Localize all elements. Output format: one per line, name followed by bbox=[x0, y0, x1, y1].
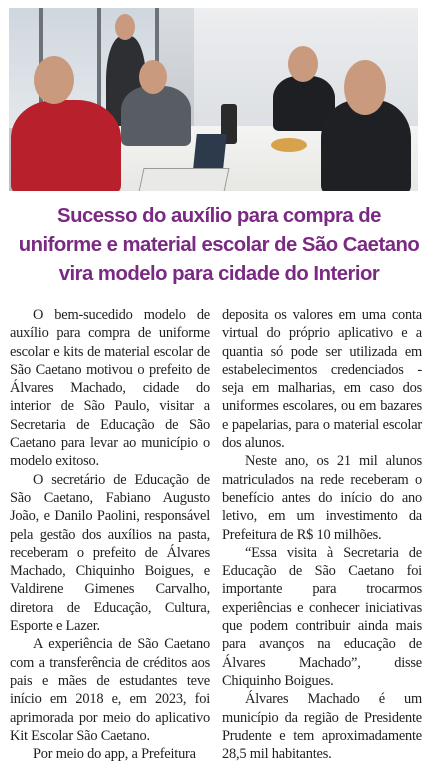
photo-person-gray-suit bbox=[121, 86, 191, 146]
article-paragraph: A experiência de São Caetano com a transferência de créditos aos pais e mães de estudantes teve início em 2018 e, em 2023, foi aprimorada por meio do aplicativo Kit Escolar São Caetano. bbox=[10, 636, 210, 744]
photo-head bbox=[344, 60, 386, 115]
photo-head bbox=[115, 14, 135, 40]
article-paragraph: Neste ano, os 21 mil alunos matriculados na rede receberam o benefício antes do início do ano letivo, em um investimento da Prefeitura de R$ 10 milhões. bbox=[222, 453, 422, 543]
photo-head bbox=[34, 56, 74, 104]
article-headline bbox=[0, 202, 438, 289]
article-paragraph: O secretário de Educação de São Caetano, Fabiano Augusto João, e Danilo Paolini, responsável pela gestão dos auxílios na pasta, receberam o prefeito de Álvares Machado, Chiquinho Boigues, e Valdirene Gimenes Carvalho, diretora de Educação, Cultura, Esporte e Lazer. bbox=[10, 471, 210, 635]
photo-head bbox=[139, 60, 167, 94]
photo-table-sign bbox=[193, 134, 227, 168]
article-paragraph: “Essa visita à Secretaria de Educação de São Caetano foi importante para trocarmos experiências e conhecer iniciativas que podem contribuir ainda mais para avanços na educação de Álvares Machado”, disse Chiquinho Boigues. bbox=[222, 544, 422, 689]
article-paragraph-continuation: deposita os valores em uma conta virtual do próprio aplicativo e a quantia só pode ser utilizada em estabelecimentos credenciados - seja em malharias, em caso dos uniformes escolares, ou em bazares e papelarias, para o material escolar dos alunos. bbox=[222, 307, 422, 452]
article-paragraph: Álvares Machado é um município da região de Presidente Prudente e tem aproximadamente 28,5 mil habitantes. bbox=[222, 691, 422, 763]
photo-food-tray bbox=[271, 138, 307, 152]
article-paragraph: Por meio do app, a Prefeitura bbox=[33, 746, 196, 763]
headline-line: Sucesso do auxílio para compra de bbox=[57, 205, 381, 227]
headline-line: vira modelo para cidade do Interior bbox=[58, 263, 380, 285]
headline-line: uniforme e material escolar de São Caetano bbox=[18, 234, 420, 256]
photo-laptop bbox=[138, 168, 229, 191]
meeting-photo bbox=[9, 8, 418, 191]
photo-person-red-sweater bbox=[11, 100, 121, 191]
photo-head bbox=[288, 46, 318, 82]
article-column-right bbox=[222, 306, 422, 763]
article-paragraph: O bem-sucedido modelo de auxílio para compra de uniforme escolar e kits de material escolar de São Caetano motivou o prefeito de Álvares Machado, cidade do interior de São Paulo, visitar a Secretaria de Educação de São Caetano para levar ao município o modelo exitoso. bbox=[10, 307, 210, 470]
article-column-left bbox=[10, 306, 210, 763]
